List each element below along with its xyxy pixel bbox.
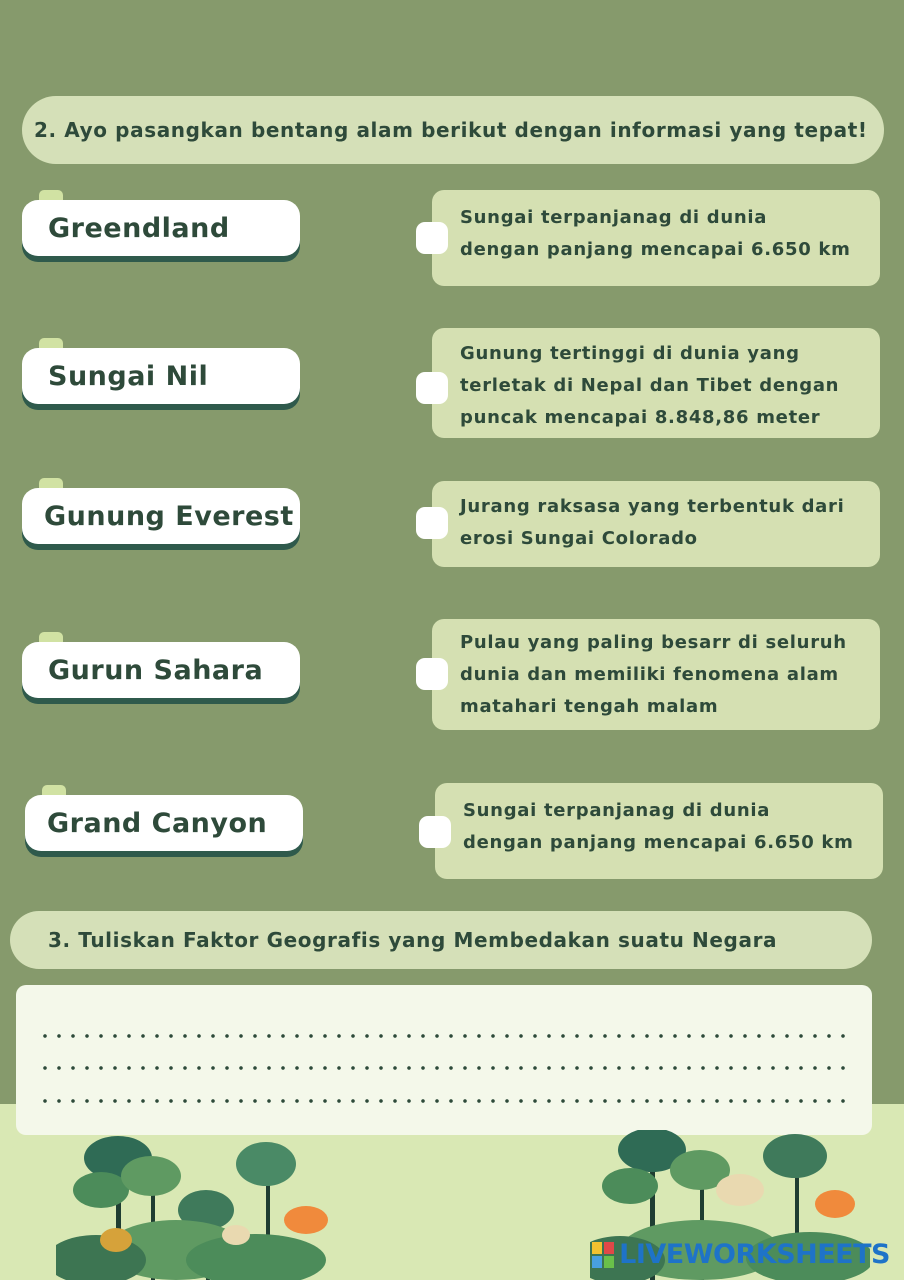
description-line: Gunung tertinggi di dunia yang — [460, 343, 800, 364]
description-line: Pulau yang paling besarr di seluruh — [460, 632, 847, 653]
term-label: Gunung Everest — [44, 500, 294, 532]
question-2-title: 2. Ayo pasangkan bentang alam berikut dengan informasi yang tepat! — [34, 118, 868, 142]
description-line: dengan panjang mencapai 6.650 km — [460, 239, 851, 260]
description-line: erosi Sungai Colorado — [460, 528, 698, 549]
match-checkbox[interactable] — [416, 507, 448, 539]
description-box — [432, 328, 880, 438]
description-box — [432, 619, 880, 730]
forest-illustration-left — [56, 1130, 336, 1280]
question-3-title: 3. Tuliskan Faktor Geografis yang Membedakan suatu Negara — [48, 928, 778, 952]
term-gurun-sahara[interactable] — [22, 642, 300, 698]
logo-icon — [591, 1241, 615, 1269]
liveworksheets-logo — [591, 1239, 890, 1270]
term-label: Greendland — [48, 212, 230, 244]
dotted-line — [38, 1033, 852, 1039]
description-line: dengan panjang mencapai 6.650 km — [463, 832, 854, 853]
description-line: terletak di Nepal dan Tibet dengan — [460, 375, 840, 396]
description-line: Sungai terpanjanag di dunia — [463, 800, 771, 821]
term-label: Gurun Sahara — [48, 654, 264, 686]
description-line: dunia dan memiliki fenomena alam — [460, 664, 839, 685]
match-checkbox[interactable] — [416, 222, 448, 254]
description-line: Jurang raksasa yang terbentuk dari — [460, 496, 845, 517]
term-label: Sungai Nil — [48, 360, 209, 392]
term-gunung-everest[interactable] — [22, 488, 300, 544]
dotted-line — [38, 1065, 852, 1071]
description-line: Sungai terpanjanag di dunia — [460, 207, 768, 228]
description-box — [435, 783, 883, 879]
description-line: puncak mencapai 8.848,86 meter — [460, 407, 821, 428]
dotted-line — [38, 1098, 852, 1104]
term-grand-canyon[interactable] — [25, 795, 303, 851]
question-3-header — [10, 911, 872, 969]
question-2-header — [22, 96, 884, 164]
term-sungai-nil[interactable] — [22, 348, 300, 404]
match-checkbox[interactable] — [419, 816, 451, 848]
match-checkbox[interactable] — [416, 658, 448, 690]
description-box — [432, 190, 880, 286]
description-line: matahari tengah malam — [460, 696, 719, 717]
answer-box[interactable] — [16, 985, 872, 1135]
term-greendland[interactable] — [22, 200, 300, 256]
description-box — [432, 481, 880, 567]
term-label: Grand Canyon — [47, 807, 268, 839]
brand-name: LIVEWORKSHEETS — [619, 1239, 890, 1270]
match-checkbox[interactable] — [416, 372, 448, 404]
